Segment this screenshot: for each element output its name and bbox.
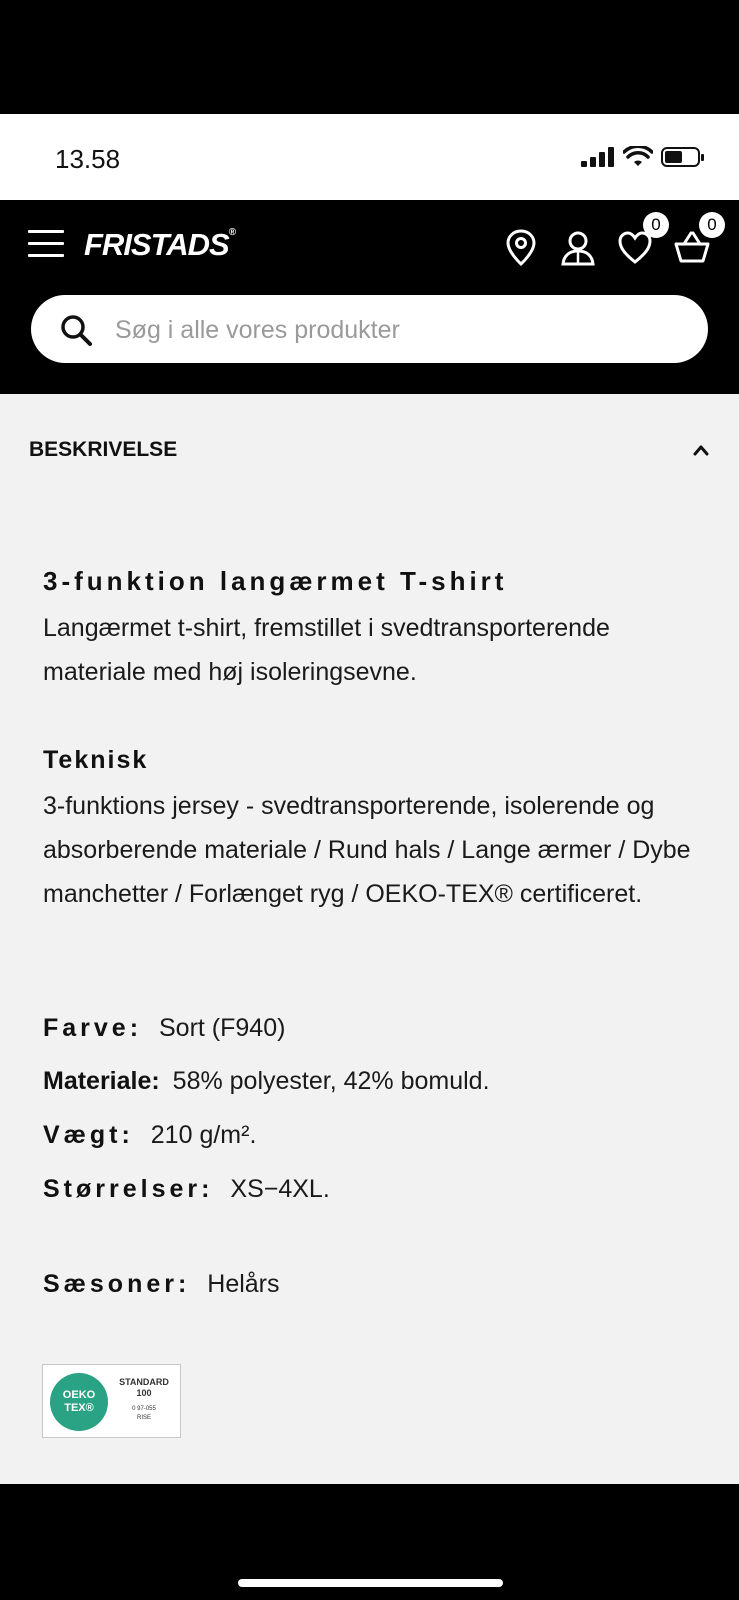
technical-heading: Teknisk <box>43 746 149 774</box>
spec-sizes <box>43 1175 330 1204</box>
accordion-title[interactable]: BESKRIVELSE <box>29 438 178 461</box>
battery-icon <box>661 146 705 168</box>
wishlist-count-badge: 0 <box>643 212 669 238</box>
spec-weight-value: 210 g/m². <box>150 1121 257 1149</box>
search-icon <box>59 313 93 347</box>
top-black-area <box>0 0 739 114</box>
spec-color-label: Farve: <box>43 1014 143 1042</box>
wishlist-icon[interactable] <box>617 215 661 268</box>
status-icons <box>581 146 705 168</box>
brand-logo[interactable] <box>84 227 235 263</box>
spec-weight-label: Vægt: <box>43 1121 134 1149</box>
spec-color <box>43 1014 285 1043</box>
logo-text: FRISTADS <box>84 227 229 262</box>
spec-sizes-value: XS−4XL. <box>230 1175 330 1203</box>
chevron-up-icon[interactable] <box>693 442 709 458</box>
spec-weight <box>43 1121 256 1150</box>
oeko-tex-standard-label: STANDARD 100 0 97-055 RISE <box>119 1377 169 1421</box>
bottom-black-area <box>0 1484 739 1600</box>
logo-mark: ® <box>228 227 236 238</box>
oeko-tex-badge <box>42 1364 181 1438</box>
wifi-icon <box>623 146 653 168</box>
basket-icon[interactable] <box>673 215 717 268</box>
cart-count-badge: 0 <box>699 212 725 238</box>
store-locator-icon[interactable] <box>504 228 542 268</box>
status-bar <box>0 114 739 200</box>
account-icon[interactable] <box>559 228 597 268</box>
spec-sizes-label: Størrelser: <box>43 1175 214 1203</box>
spec-seasons-value: Helårs <box>207 1270 280 1298</box>
product-description: Langærmet t-shirt, fremstillet i svedtransporterende materiale med høj isoleringsevne. <box>43 614 610 686</box>
product-description-panel <box>0 394 739 1484</box>
oeko-tex-logo: OEKO TEX® <box>50 1373 108 1431</box>
technical-text: 3-funktions jersey - svedtransporterende, isolerende og absorberende materiale / Rund hals / Lange ærmer / Dybe manchetter / Forlænget ryg / OEKO-TEX® certificeret. <box>43 792 691 908</box>
search-input[interactable] <box>31 295 708 363</box>
status-time: 13.58 <box>55 144 121 174</box>
spec-seasons <box>43 1270 280 1299</box>
spec-material-label: Materiale: <box>43 1067 160 1095</box>
menu-icon[interactable] <box>28 230 64 260</box>
spec-seasons-label: Sæsoner: <box>43 1270 191 1298</box>
spec-color-value: Sort (F940) <box>159 1014 286 1042</box>
site-header <box>0 200 739 394</box>
spec-material-value: 58% polyester, 42% bomuld. <box>172 1067 490 1095</box>
product-title: 3-funktion langærmet T-shirt <box>43 566 508 596</box>
cellular-signal-icon <box>581 147 615 167</box>
home-indicator[interactable] <box>238 1579 503 1587</box>
spec-material <box>43 1067 490 1096</box>
search-placeholder: Søg i alle vores produkter <box>115 316 400 344</box>
